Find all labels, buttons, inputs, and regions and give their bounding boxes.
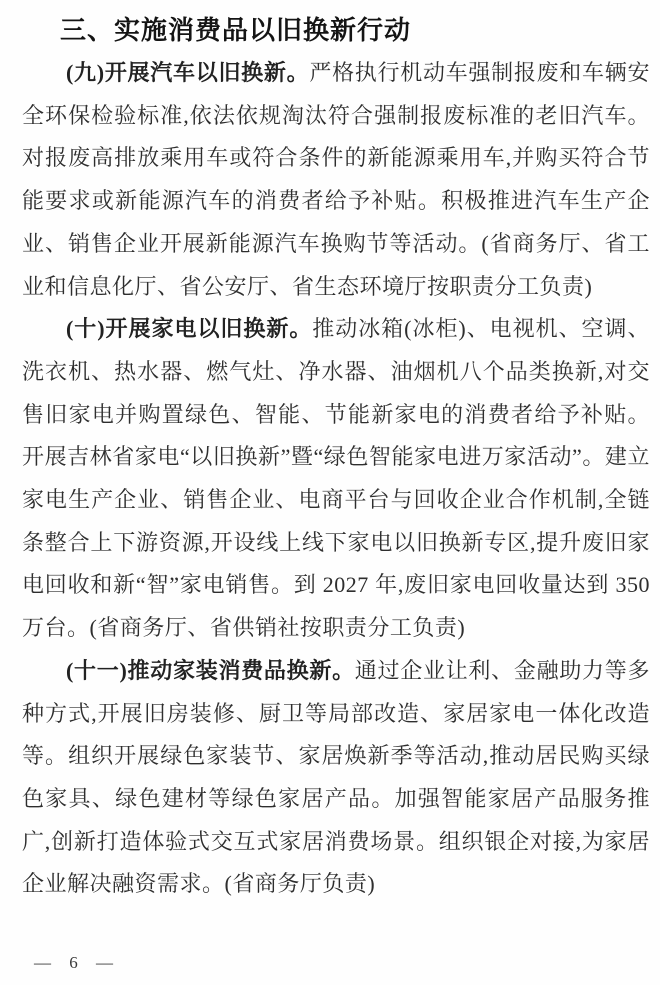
paragraph-attribution: (省商务厅负责) <box>224 871 376 897</box>
paragraph-attribution: (省商务厅、省供销社按职责分工负责) <box>89 615 466 641</box>
paragraph-body: 推动冰箱(冰柜)、电视机、空调、洗衣机、热水器、燃气灶、净水器、油烟机八个品类换新,对交售旧家电并购置绿色、智能、节能新家电的消费者给予补贴。开展吉林省家电“以旧换新”暨“绿色智能家电进万家活动”。建立家电生产企业、销售企业、电商平台与回收企业合作机制,全链条整合上下游资源,开设线上线下家电以旧换新专区,提升废旧家电回收和新“智”家电销售。到 2027 年,废旧家电回收量达到 350 万台。 <box>22 316 650 641</box>
page-number: — 6 — <box>34 953 115 972</box>
paragraph-body: 严格执行机动车强制报废和车辆安全环保检验标准,依法依规淘汰符合强制报废标准的老旧汽车。对报废高排放乘用车或符合条件的新能源乘用车,并购买符合节能要求或新能源汽车的消费者给予补贴。积极推进汽车生产企业、销售企业开展新能源汽车换购节等活动。 <box>22 60 650 256</box>
section-heading: 三、实施消费品以旧换新行动 <box>60 15 412 45</box>
paragraph-body: 通过企业让利、金融助力等多种方式,开展旧房装修、厨卫等局部改造、家居家电一体化改造等。组织开展绿色家装节、家居焕新季等活动,推动居民购买绿色家具、绿色建材等绿色家居产品。加强智能家居产品服务推广,创新打造体验式交互式家居消费场景。组织银企对接,为家居企业解决融资需求。 <box>22 657 650 897</box>
paragraph-lead: (九)开展汽车以旧换新。 <box>66 60 310 85</box>
paragraph-lead: (十)开展家电以旧换新。 <box>66 316 313 342</box>
paragraph-lead: (十一)推动家装消费品换新。 <box>66 657 355 683</box>
paragraph-home-furnishing-renewal <box>22 650 650 906</box>
paragraph-auto-trade-in <box>22 52 650 308</box>
paragraph-attribution: (省商务厅、省工业和信息化厅、省公安厅、省生态环境厅按职责分工负责) <box>22 230 650 299</box>
paragraph-appliance-trade-in <box>22 308 650 650</box>
